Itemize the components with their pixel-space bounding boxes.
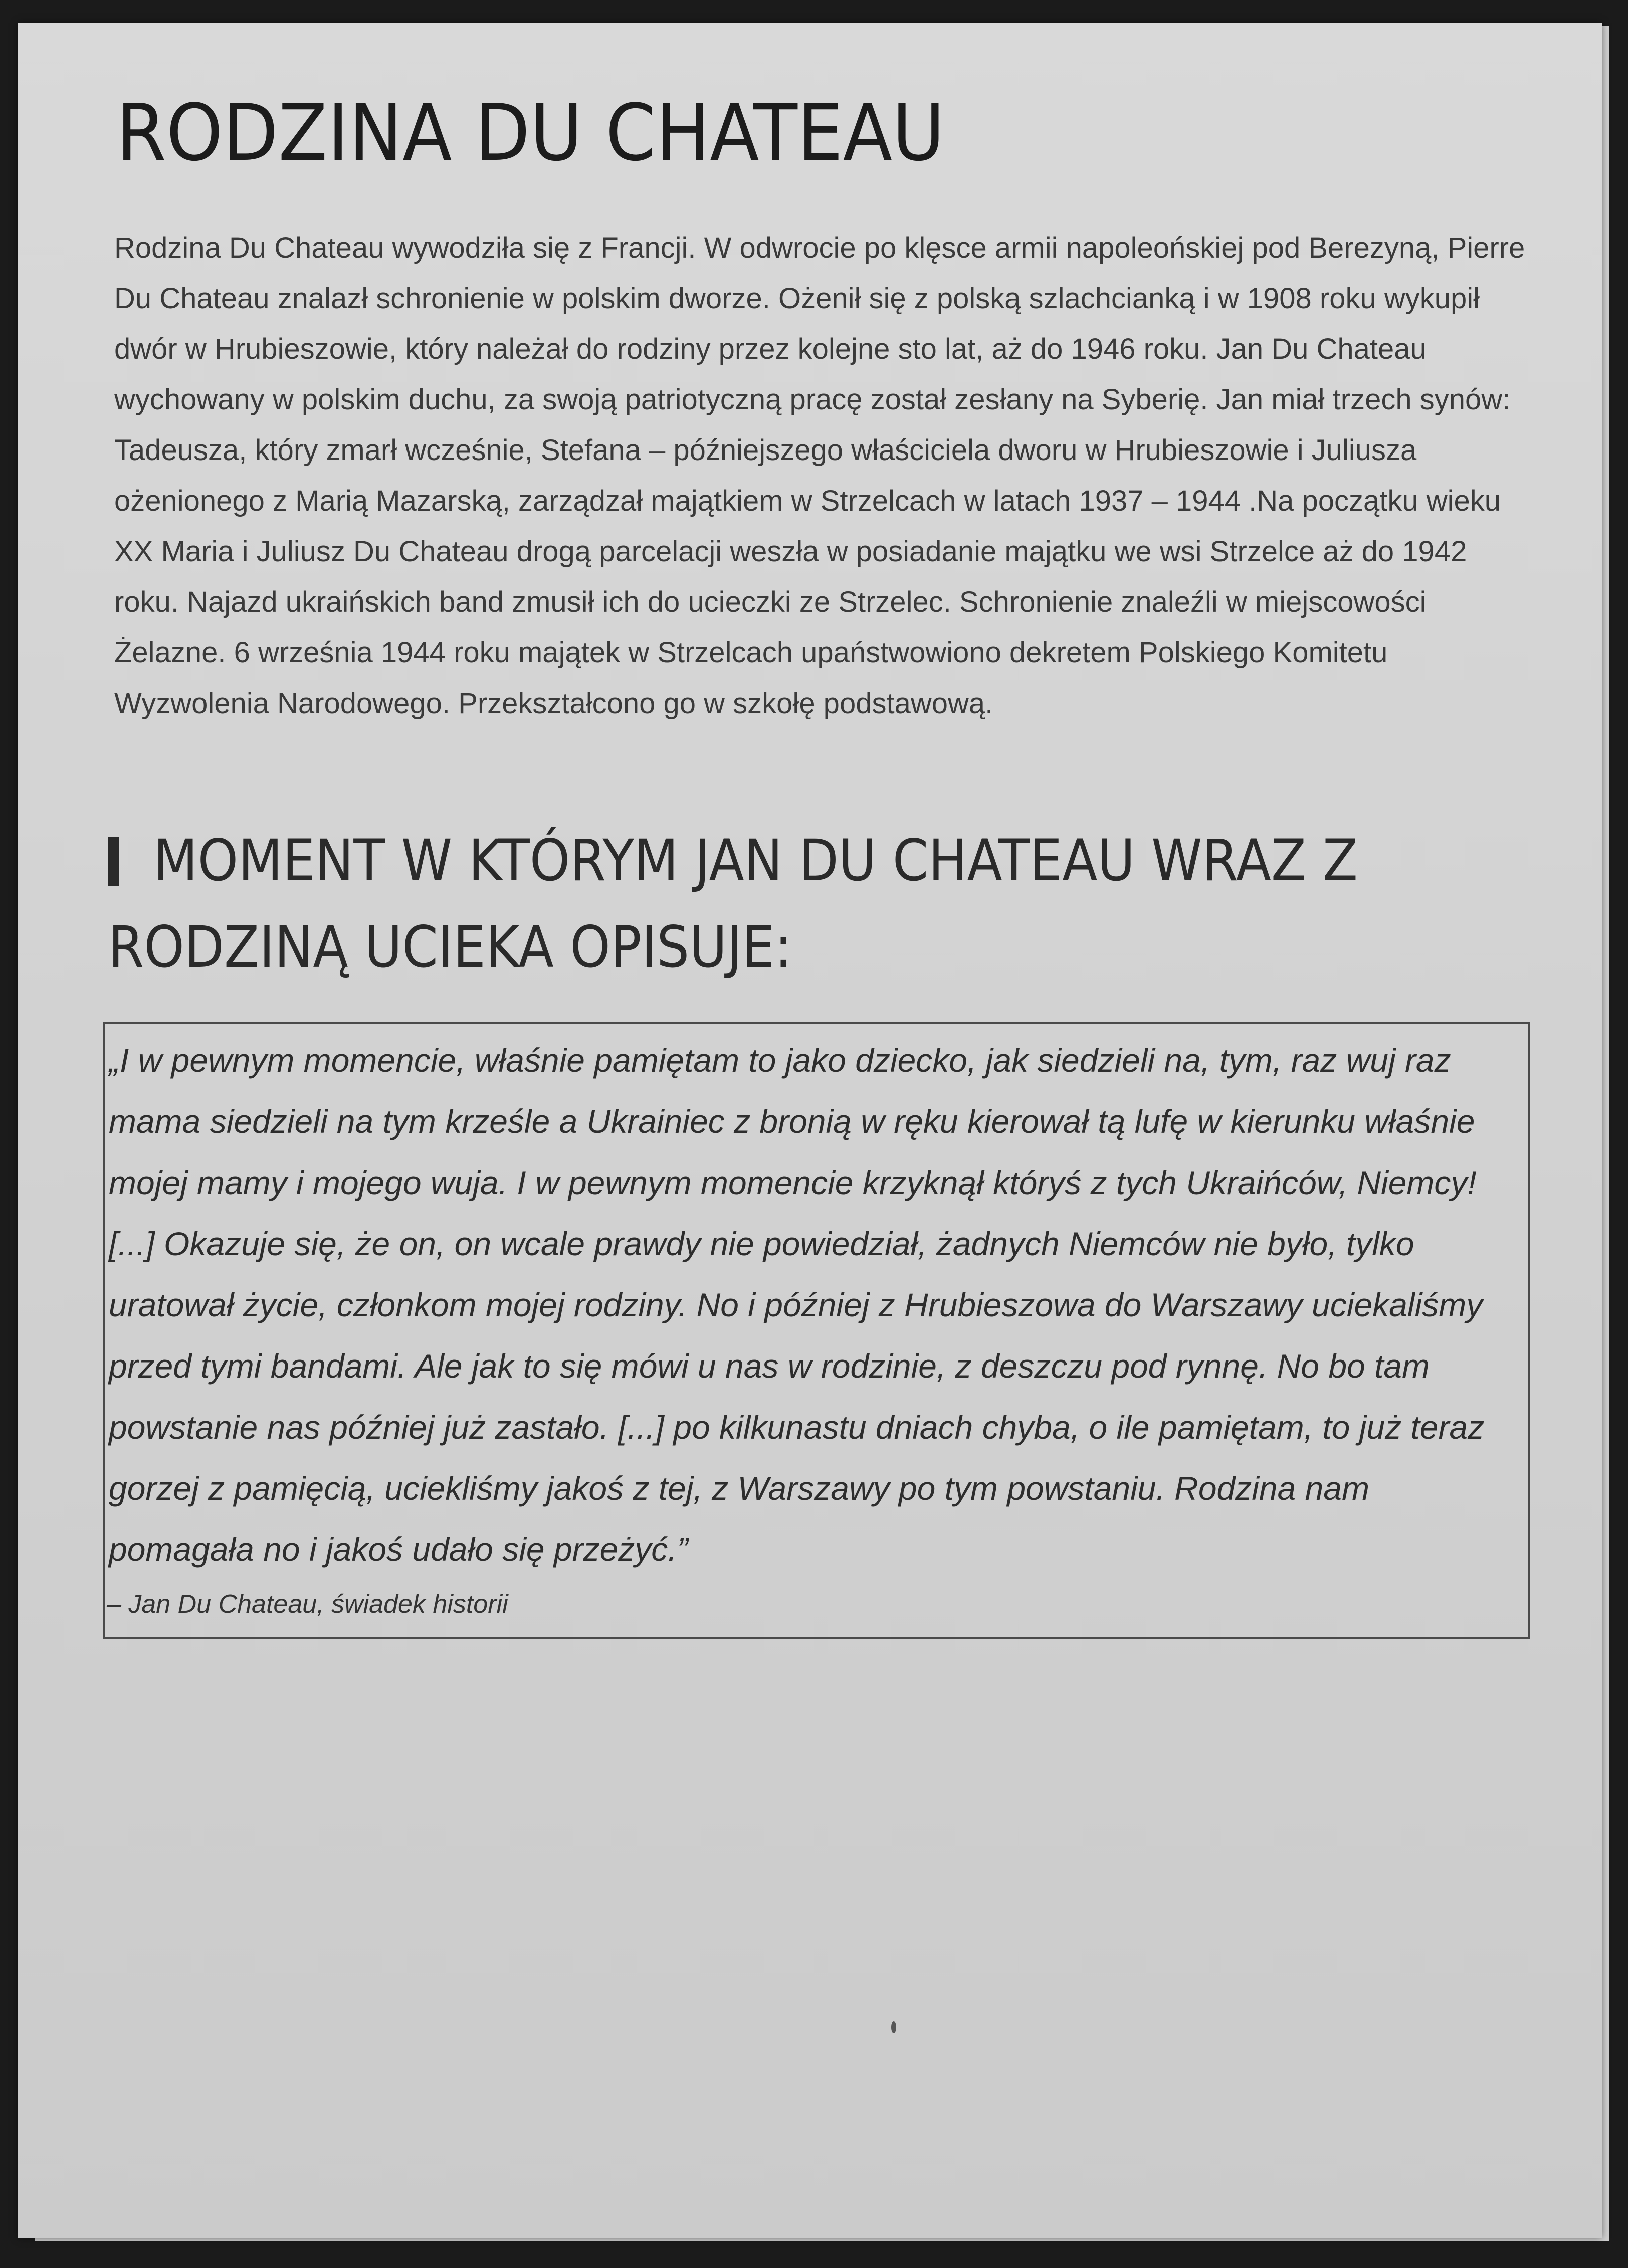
document-page [18, 23, 1602, 2238]
quote-attribution: – Jan Du Chateau, świadek historii [107, 1590, 508, 1619]
dust-speck [891, 2021, 896, 2033]
section-heading [108, 818, 1416, 990]
section-heading-text: MOMENT W KTÓRYM JAN DU CHATEAU WRAZ Z RODZINĄ UCIEKA OPISUJE: [108, 827, 1358, 980]
quote-box [103, 1022, 1530, 1639]
heading-bar-marker [108, 837, 119, 886]
quote-text: „I w pewnym momencie, właśnie pamiętam to jako dziecko, jak siedzieli na, tym, raz wuj raz mama siedzieli na tym krześle a Ukrainiec z bronią w ręku kierował tą lufę w kierunku właśnie mojej mamy i mojego wuja. I w pewnym momencie krzyknął któryś z tych Ukraińców, Niemcy! [...] Okazuje się, że on, on wcale prawdy nie powiedział, żadnych Niemców nie było, tylko uratował życie, członkom mojej rodziny. No i później z Hrubieszowa do Warszawy uciekaliśmy przed tymi bandami. Ale jak to się mówi u nas w rodzinie, z deszczu pod rynnę. No bo tam powstanie nas później już zastało. [...] po kilkunastu dniach chyba, o ile pamiętam, to już teraz gorzej z pamięcią, uciekliśmy jakoś z tej, z Warszawy po tym powstaniu. Rodzina nam pomagała no i jakoś udało się przeżyć.” [109, 1042, 1485, 1568]
intro-paragraph: Rodzina Du Chateau wywodziła się z Francji. W odwrocie po klęsce armii napoleońskiej pod Berezyną, Pierre Du Chateau znalazł schronienie w polskim dworze. Ożenił się z polską szlachcianką i w 1908 roku wykupił dwór w Hrubieszowie, który należał do rodziny przez kolejne sto lat, aż do 1946 roku. Jan Du Chateau wychowany w polskim duchu, za swoją patriotyczną pracę został zesłany na Syberię. Jan miał trzech synów: Tadeusza, który zmarł wcześnie, Stefana – późniejszego właściciela dworu w Hrubieszowie i Juliusza ożenionego z Marią Mazarską, zarządzał majątkiem w Strzelcach w latach 1937 – 1944 .Na początku wieku XX Maria i Juliusz Du Chateau drogą parcelacji weszła w posiadanie majątku we wsi Strzelce aż do 1942 roku. Najazd ukraińskich band zmusił ich do ucieczki ze Strzelec. Schronienie znaleźli w miejscowości Żelazne. 6 września 1944 roku majątek w Strzelcach upaństwowiono dekretem Polskiego Komitetu Wyzwolenia Narodowego. Przekształcono go w szkołę podstawową. [114, 232, 1525, 720]
page-title: RODZINA DU CHATEAU [116, 87, 945, 178]
